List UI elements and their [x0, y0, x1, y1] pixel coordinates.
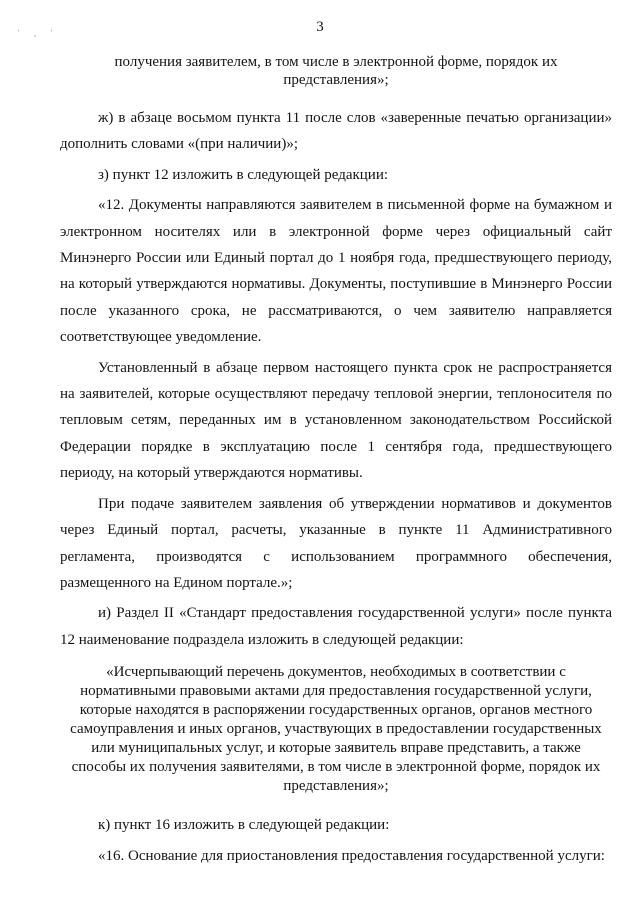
point-12-paragraph: «12. Документы направляются заявителем в письменной форме на бумажном и электронном носителях или в электронной форме через официальный сайт Минэнерго России или Единый портал до 1 ноября года, предшествующего периоду, на который утверждаются нормативы. Документы, поступившие в Минэнерго России после указанного срока, не рассматриваются, о чем заявителю направляется соответствующее уведомление.	[60, 197, 612, 346]
quote-line: самоуправления и иных органов, участвующих в предоставлении государственных	[70, 721, 602, 738]
item-zh-paragraph: ж) в абзаце восьмом пункта 11 после слов «заверенные печатью организации» дополнить словами «(при наличии)»;	[60, 110, 612, 153]
established-term-paragraph: Установленный в абзаце первом настоящего пункта срок не распространяется на заявителей, которые осуществляют передачу тепловой энергии, теплоносителя по тепловым сетям, переданных им в установленном законодательством Российской Федерации порядке в эксплуатацию после 1 сентября года, предшествующего периоду, на который утверждаются нормативы.	[60, 359, 612, 482]
item-z-paragraph: з) пункт 12 изложить в следующей редакции:	[98, 166, 389, 183]
document-body	[60, 53, 612, 869]
submission-paragraph: При подаче заявителем заявления об утверждении нормативов и документов через Единый портал, расчеты, указанные в пункте 11 Административного регламента, производятся с использованием программного обеспечения, размещенного на Едином портале.»;	[60, 495, 612, 591]
quote-line: способы их получения заявителями, в том числе в электронной форме, порядок их	[71, 759, 601, 776]
subsection-title-quote	[60, 663, 612, 796]
point-16-paragraph: «16. Основание для приостановления предоставления государственной услуги:	[98, 847, 605, 864]
item-i-paragraph: и) Раздел II «Стандарт предоставления государственной услуги» после пункта 12 наименование подраздела изложить в следующей редакции:	[60, 605, 612, 648]
scan-specks: ' , '	[18, 28, 58, 38]
quote-line: нормативными правовыми актами для предоставления государственной услуги,	[80, 683, 592, 700]
page-number: 3	[316, 19, 324, 35]
top-continuation-line-1: получения заявителем, в том числе в электронной форме, порядок их	[114, 54, 558, 70]
top-continuation	[60, 53, 612, 89]
quote-line: представления»;	[283, 778, 389, 795]
item-k-paragraph: к) пункт 16 изложить в следующей редакции:	[98, 817, 390, 834]
quote-line: «Исчерпывающий перечень документов, необходимых в соответствии с	[106, 664, 566, 681]
quote-line: или муниципальных услуг, и которые заявитель вправе представить, а также	[91, 740, 581, 757]
quote-line: которые находятся в распоряжении государственных органов, органов местного	[79, 702, 593, 719]
top-continuation-line-2: представления»;	[283, 72, 389, 88]
